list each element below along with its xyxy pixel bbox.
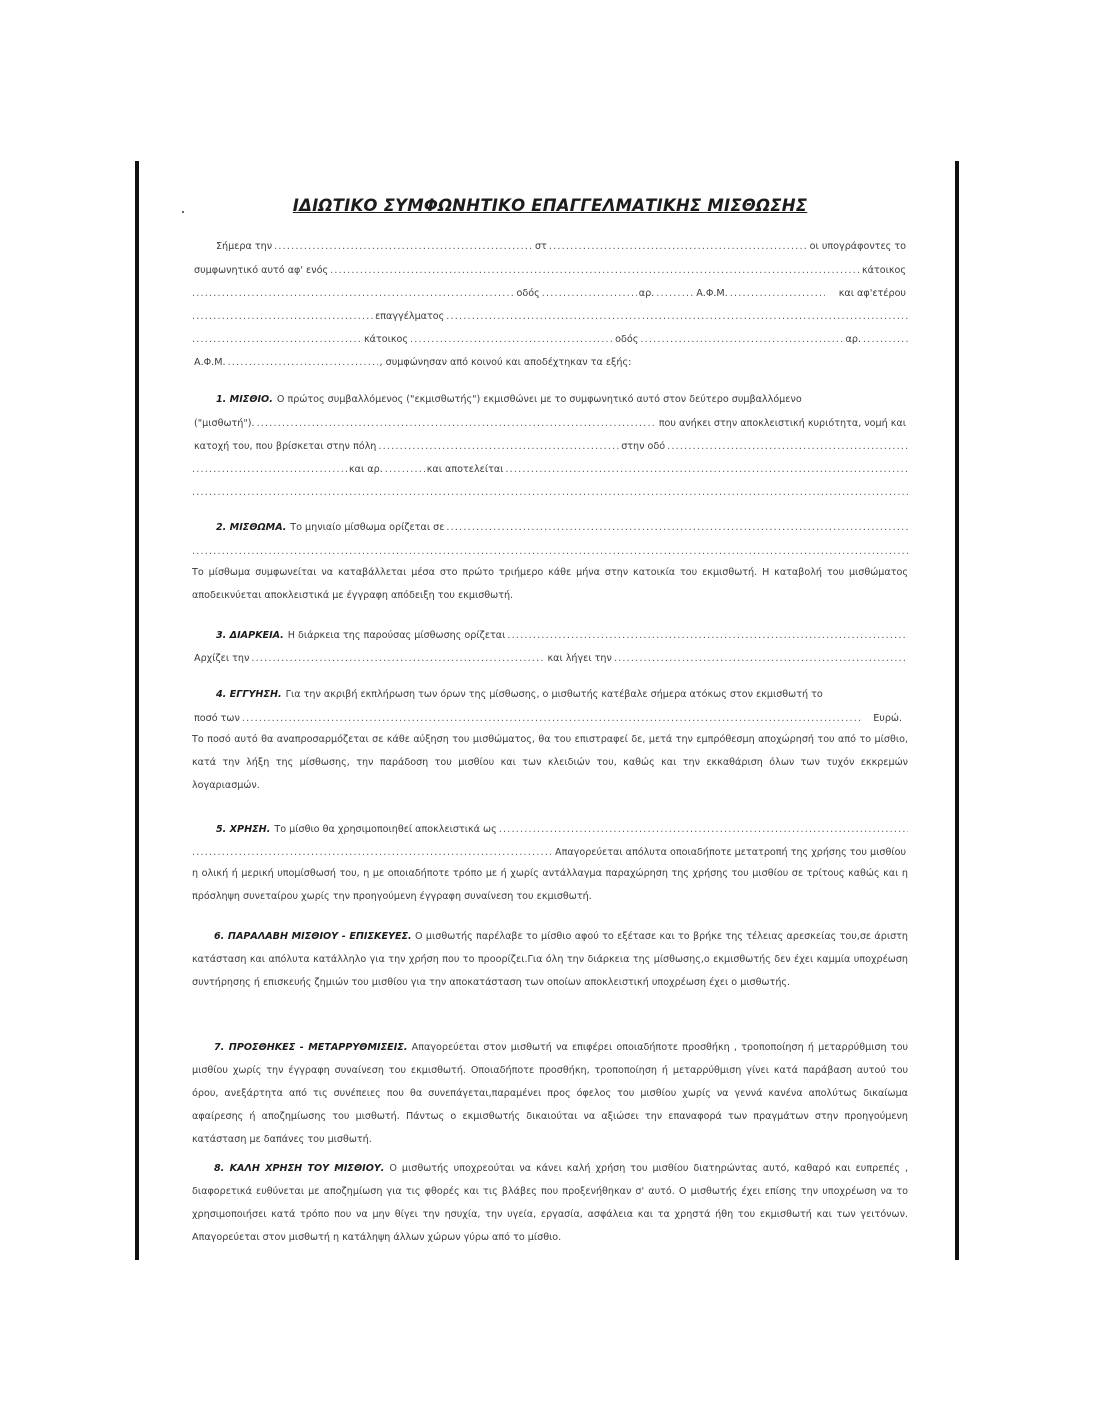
section-3-text: Αρχίζει την — [194, 653, 250, 664]
section-4-heading: 4. ΕΓΓΥΗΣΗ. — [216, 689, 282, 700]
section-7-heading: 7. ΠΡΟΣΘΗΚΕΣ - ΜΕΤΑΡΡΥΘΜΙΣΕΙΣ. — [214, 1042, 408, 1053]
currency-label: Ευρώ. — [873, 713, 902, 724]
property-street-cont-field[interactable] — [192, 463, 347, 476]
section-4-text: Το ποσό αυτό θα αναπροσαρμόζεται σε κάθε αύξηση του μισθώματος, θα του επιστραφεί δε, μετά την εμπρόθεσμη αποχώρησή του από το μίσθιο, κατά την λήξη της μίσθωσης, την παράδοση του μισθίου και των κλειδιών του, καθώς και την εκκαθάριση όλων των τυχόν εκκρεμών λογαριασμών. — [192, 734, 908, 791]
section-2-text: Το μίσθωμα συμφωνείται να καταβάλλεται μέσα στο πρώτο τριήμερο κάθε μήνα στην κατοικία του εκμισθωτή. Η καταβολή του μισθώματος αποδεικνύεται αποκλειστικά με έγγραφη απόδειξη του εκμισθωτή. — [192, 567, 908, 601]
property-composition-field[interactable] — [505, 463, 908, 476]
property-field[interactable] — [257, 417, 657, 430]
intro-text: συμφωνητικό αυτό αφ' ενός — [194, 265, 329, 276]
landlord-street-field[interactable] — [542, 287, 637, 300]
left-border-line — [135, 161, 139, 1260]
section-2-heading: 2. ΜΙΣΘΩΜΑ. — [216, 522, 287, 533]
use-field[interactable] — [499, 823, 908, 836]
tenant-afm-field[interactable] — [228, 356, 378, 369]
document-title: ΙΔΙΩΤΙΚΟ ΣΥΜΦΩΝΗΤΙΚΟ ΕΠΑΓΓΕΛΜΑΤΙΚΗΣ ΜΙΣΘΩΣΗΣ — [292, 196, 808, 215]
section-5-line-1 — [192, 823, 908, 836]
intro-place-label: στ — [534, 241, 547, 252]
end-date-field[interactable] — [614, 652, 908, 665]
tenant-prefix-field[interactable] — [192, 333, 362, 346]
date-field[interactable] — [274, 240, 533, 253]
section-3-text: και λήγει την — [547, 653, 612, 664]
use-cont-field[interactable] — [192, 846, 553, 859]
tenant-profession-field[interactable] — [446, 310, 908, 323]
deposit-amount-field[interactable] — [242, 712, 861, 725]
section-1-text: και αρ. — [349, 464, 383, 475]
section-3-line-1 — [192, 629, 908, 642]
intro-date-label: Σήμερα την — [216, 241, 273, 252]
section-1-text: που ανήκει στην αποκλειστική κυριότητα, νομή και — [658, 418, 906, 429]
intro-line-5 — [192, 333, 908, 346]
section-1-line-5 — [192, 486, 908, 499]
section-8-heading: 8. ΚΑΛΗ ΧΡΗΣΗ ΤΟΥ ΜΙΣΘΙΟΥ. — [214, 1163, 385, 1174]
section-6-heading: 6. ΠΑΡΑΛΑΒΗ ΜΙΣΘΙΟΥ - ΕΠΙΣΚΕΥΕΣ. — [214, 931, 412, 942]
section-8 — [192, 1157, 908, 1249]
street-label: οδός — [615, 334, 639, 345]
intro-line-4 — [192, 310, 908, 323]
section-2-line-2 — [192, 545, 908, 558]
scan-speck — [182, 211, 184, 213]
section-7 — [192, 1036, 908, 1151]
intro-line-2 — [192, 264, 908, 277]
place-field[interactable] — [549, 240, 808, 253]
section-3-text: Η διάρκεια της παρούσας μίσθωσης ορίζεται — [287, 630, 506, 641]
number-label: αρ. — [845, 334, 861, 345]
resident-label: κάτοικος — [861, 265, 906, 276]
section-7-text: Απαγορεύεται στον μισθωτή να επιφέρει οποιαδήποτε προσθήκη , τροποποίηση ή μεταρρύθμιση του μισθίου χωρίς την έγγραφη συναίνεση του εκμισθωτή. Οποιαδήποτε προσθήκη, τροποποίηση ή μεταρρύθμιση γίνει κατά παράβαση αυτού του όρου, ανεξάρτητα από τις συνέπειες που θα συνεπάγεται,παραμένει προς όφελος του μισθίου χωρίς να γεννά κανένα απολύτως δικαίωμα αφαίρεσης ή αποζημίωσης του μισθωτή. Πάντως ο εκμισθωτής δικαιούται να αξιώσει την επαναφορά των πραγμάτων στην προηγούμενη κατάσταση με δαπάνες του μισθωτή. — [192, 1042, 908, 1145]
section-4-line-2 — [192, 712, 908, 725]
tenant-city-field[interactable] — [410, 333, 613, 346]
property-composition-cont-field[interactable] — [192, 486, 908, 499]
section-4-text: Για την ακριβή εκπλήρωση των όρων της μίσθωσης, ο μισθωτής κατέβαλε σήμερα ατόκως στον εκμισθωτή το — [285, 689, 823, 700]
rent-amount-cont-field[interactable] — [192, 545, 908, 558]
section-5-line-2 — [192, 846, 908, 859]
property-city-field[interactable] — [378, 440, 619, 453]
start-date-field[interactable] — [251, 652, 545, 665]
section-1-line-4 — [192, 463, 908, 476]
section-5-text: Το μίσθιο θα χρησιμοποιηθεί αποκλειστικά ως — [274, 824, 497, 835]
afm-label: Α.Φ.Μ. — [194, 357, 226, 368]
section-6-text: Ο μισθωτής παρέλαβε το μίσθιο αφού το εξέτασε και το βρήκε της τέλειας αρεσκείας του,σε άριστη κατάσταση και απόλυτα κατάλληλο για την χρήση που το προορίζει.Για όλη την διάρκεια της μίσθωσης,ο εκμισθωτής δεν έχει καμμία υποχρέωση συντήρησης ή επισκευής ζημιών του μισθίου για την αποκατάσταση των οποίων αποκλειστική υποχρέωση έχει ο μισθωτής. — [192, 931, 909, 988]
number-label: αρ. — [638, 288, 655, 299]
section-3-line-2 — [192, 652, 908, 665]
section-8-text: Ο μισθωτής υποχρεούται να κάνει καλή χρήση του μισθίου διατηρώντας αυτό, καθαρό και ευπρεπές , διαφορετικά ευθύνεται με αποζημίωση για τις φθορές και τις βλάβες που προξενήθηκαν σ' αυτό. Ο μισθωτής έχει επίσης την υποχρέωση να το χρησιμοποιήσει κατά τρόπο που να μην θίγει την ησυχία, την υγεία, εργασία, ασφάλεια και τα χρηστά ήθη του εκμισθωτή και των γειτόνων. Απαγορεύεται στον μισθωτή η κατάληψη άλλων χώρων γύρω από το μίσθιο. — [192, 1163, 908, 1243]
section-2-body — [192, 561, 908, 607]
duration-field[interactable] — [507, 629, 908, 642]
landlord-number-field[interactable] — [656, 287, 694, 300]
section-1-line-1 — [192, 393, 908, 406]
section-3-heading: 3. ΔΙΑΡΚΕΙΑ. — [216, 630, 284, 641]
right-border-line — [955, 161, 959, 1260]
street-label: οδός — [516, 288, 540, 299]
intro-text: , συμφώνησαν από κοινού και αποδέχτηκαν τα εξής: — [379, 357, 632, 368]
section-1-text: στην οδό — [621, 441, 666, 452]
resident-label: κάτοικος — [364, 334, 409, 345]
section-1-heading: 1. ΜΙΣΘΙΟ. — [216, 394, 273, 405]
section-1-text: κατοχή του, που βρίσκεται στην πόλη — [194, 441, 377, 452]
section-1-text: Ο πρώτος συμβαλλόμενος ("εκμισθωτής") εκμισθώνει με το συμφωνητικό αυτό στον δεύτερο συμβαλλόμενο — [276, 394, 802, 405]
section-2-line-1 — [192, 521, 908, 534]
rent-amount-field[interactable] — [446, 521, 908, 534]
afm-label: Α.Φ.Μ. — [696, 288, 728, 299]
intro-line-6 — [192, 356, 908, 369]
section-1-text: και αποτελείται — [426, 464, 504, 475]
section-5-body — [192, 862, 908, 908]
property-number-field[interactable] — [385, 463, 425, 476]
intro-text: και αφ'ετέρου — [838, 288, 906, 299]
landlord-name-field[interactable] — [330, 264, 860, 277]
section-5-text: η ολική ή μερική υπομίσθωσή του, η με οποιαδήποτε τρόπο με ή χωρίς αντάλλαγμα παραχώρηση της χρήσης του μισθίου σε τρίτους καθώς και η πρόσληψη συνεταίρου χωρίς την προηγούμενη έγγραφη συναίνεση του εκμισθωτή. — [192, 868, 908, 902]
tenant-number-field[interactable] — [863, 333, 908, 346]
tenant-name-field[interactable] — [192, 310, 373, 323]
section-1-line-3 — [192, 440, 908, 453]
profession-label: επαγγέλματος — [375, 311, 445, 322]
section-1-line-2 — [192, 417, 908, 430]
section-4-line-1 — [192, 688, 908, 701]
intro-line-1 — [192, 240, 908, 253]
tenant-street-field[interactable] — [640, 333, 843, 346]
section-4-body — [192, 728, 908, 797]
section-5-heading: 5. ΧΡΗΣΗ. — [216, 824, 271, 835]
section-6 — [192, 925, 908, 994]
landlord-afm-field[interactable] — [730, 287, 825, 300]
section-4-text: ποσό των — [194, 713, 240, 724]
section-5-text: Απαγορεύεται απόλυτα οποιαδήποτε μετατροπή της χρήσης του μισθίου — [555, 847, 906, 858]
section-2-text: Το μηνιαίο μίσθωμα ορίζεται σε — [290, 522, 445, 533]
section-1-text: ("μισθωτή"). — [194, 418, 255, 429]
intro-line-3 — [192, 287, 908, 300]
landlord-city-field[interactable] — [192, 287, 515, 300]
property-street-field[interactable] — [667, 440, 908, 453]
intro-text: οι υπογράφοντες το — [809, 241, 906, 252]
